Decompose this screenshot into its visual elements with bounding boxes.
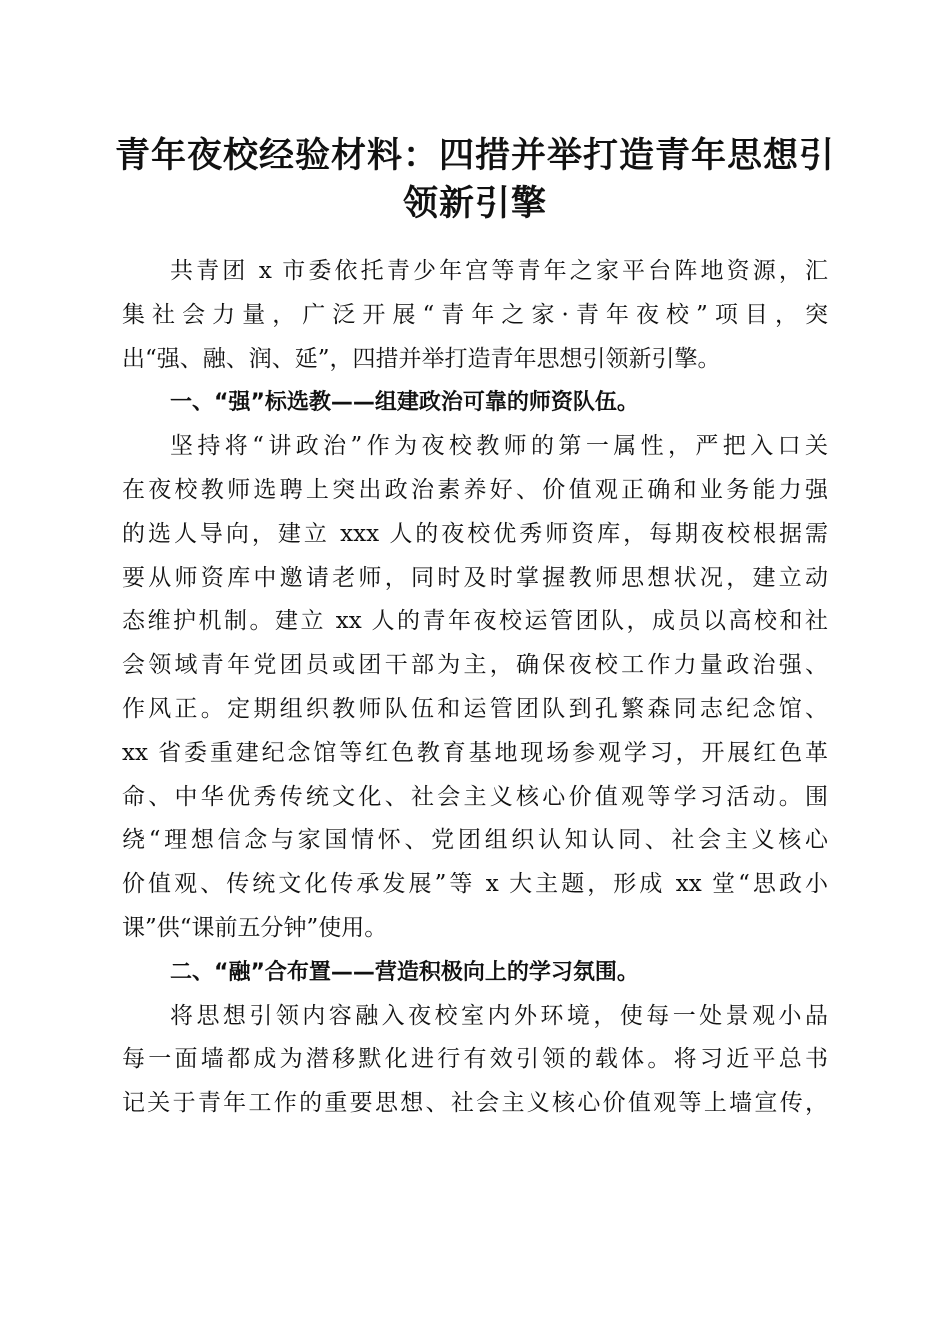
text-line: 会领域青年党团员或团干部为主，确保夜校工作力量政治强、 — [122, 652, 828, 679]
text-line: 态维护机制。建立 xx 人的青年夜校运管团队，成员以高校和社 — [122, 608, 828, 635]
document-title — [110, 132, 840, 228]
text-line: 共青团 x 市委依托青少年宫等青年之家平台阵地资源，汇 — [170, 258, 828, 284]
paragraph — [122, 425, 828, 951]
text-line: 一、“强”标选教——组建政治可靠的师资队伍。 — [170, 390, 639, 416]
text-line: 出“强、融、润、延”，四措并举打造青年思想引领新引擎。 — [122, 345, 721, 372]
text-line: 二、“融”合布置——营造积极向上的学习氛围。 — [170, 959, 639, 985]
text-line: 在夜校教师选聘上突出政治素养好、价值观正确和业务能力强 — [122, 476, 828, 503]
text-line: 将思想引领内容融入夜校室内外环境，使每一处景观小品 — [170, 1002, 828, 1029]
text-line: 每一面墙都成为潜移默化进行有效引领的载体。将习近平总书 — [122, 1046, 828, 1073]
text-line: 要从师资库中邀请老师，同时及时掌握教师思想状况，建立动 — [122, 564, 828, 591]
text-line: 记关于青年工作的重要思想、社会主义核心价值观等上墙宣传， — [122, 1090, 828, 1117]
section-heading — [122, 381, 828, 425]
text-line: xx 省委重建纪念馆等红色教育基地现场参观学习，开展红色革 — [122, 739, 828, 766]
text-line: 集社会力量，广泛开展“青年之家·青年夜校”项目，突 — [122, 301, 828, 328]
document-body — [122, 250, 828, 1126]
title-line: 领新引擎 — [402, 183, 547, 224]
text-line: 的选人导向，建立 xxx 人的夜校优秀师资库，每期夜校根据需 — [122, 520, 828, 547]
text-line: 绕“理想信念与家国情怀、党团组织认知认同、社会主义核心 — [122, 827, 828, 854]
section-heading — [122, 951, 828, 995]
paragraph — [122, 250, 828, 381]
text-line: 作风正。定期组织教师队伍和运管团队到孔繁森同志纪念馆、 — [122, 695, 828, 722]
text-line: 坚持将“讲政治”作为夜校教师的第一属性，严把入口关 — [170, 433, 828, 460]
text-line: 价值观、传统文化传承发展”等 x 大主题，形成 xx 堂“思政小 — [122, 871, 828, 898]
title-line: 青年夜校经验材料：四措并举打造青年思想引 — [114, 135, 835, 176]
text-line: 命、中华优秀传统文化、社会主义核心价值观等学习活动。围 — [122, 783, 828, 810]
text-line: 课”供“课前五分钟”使用。 — [122, 914, 388, 941]
paragraph — [122, 995, 828, 1126]
